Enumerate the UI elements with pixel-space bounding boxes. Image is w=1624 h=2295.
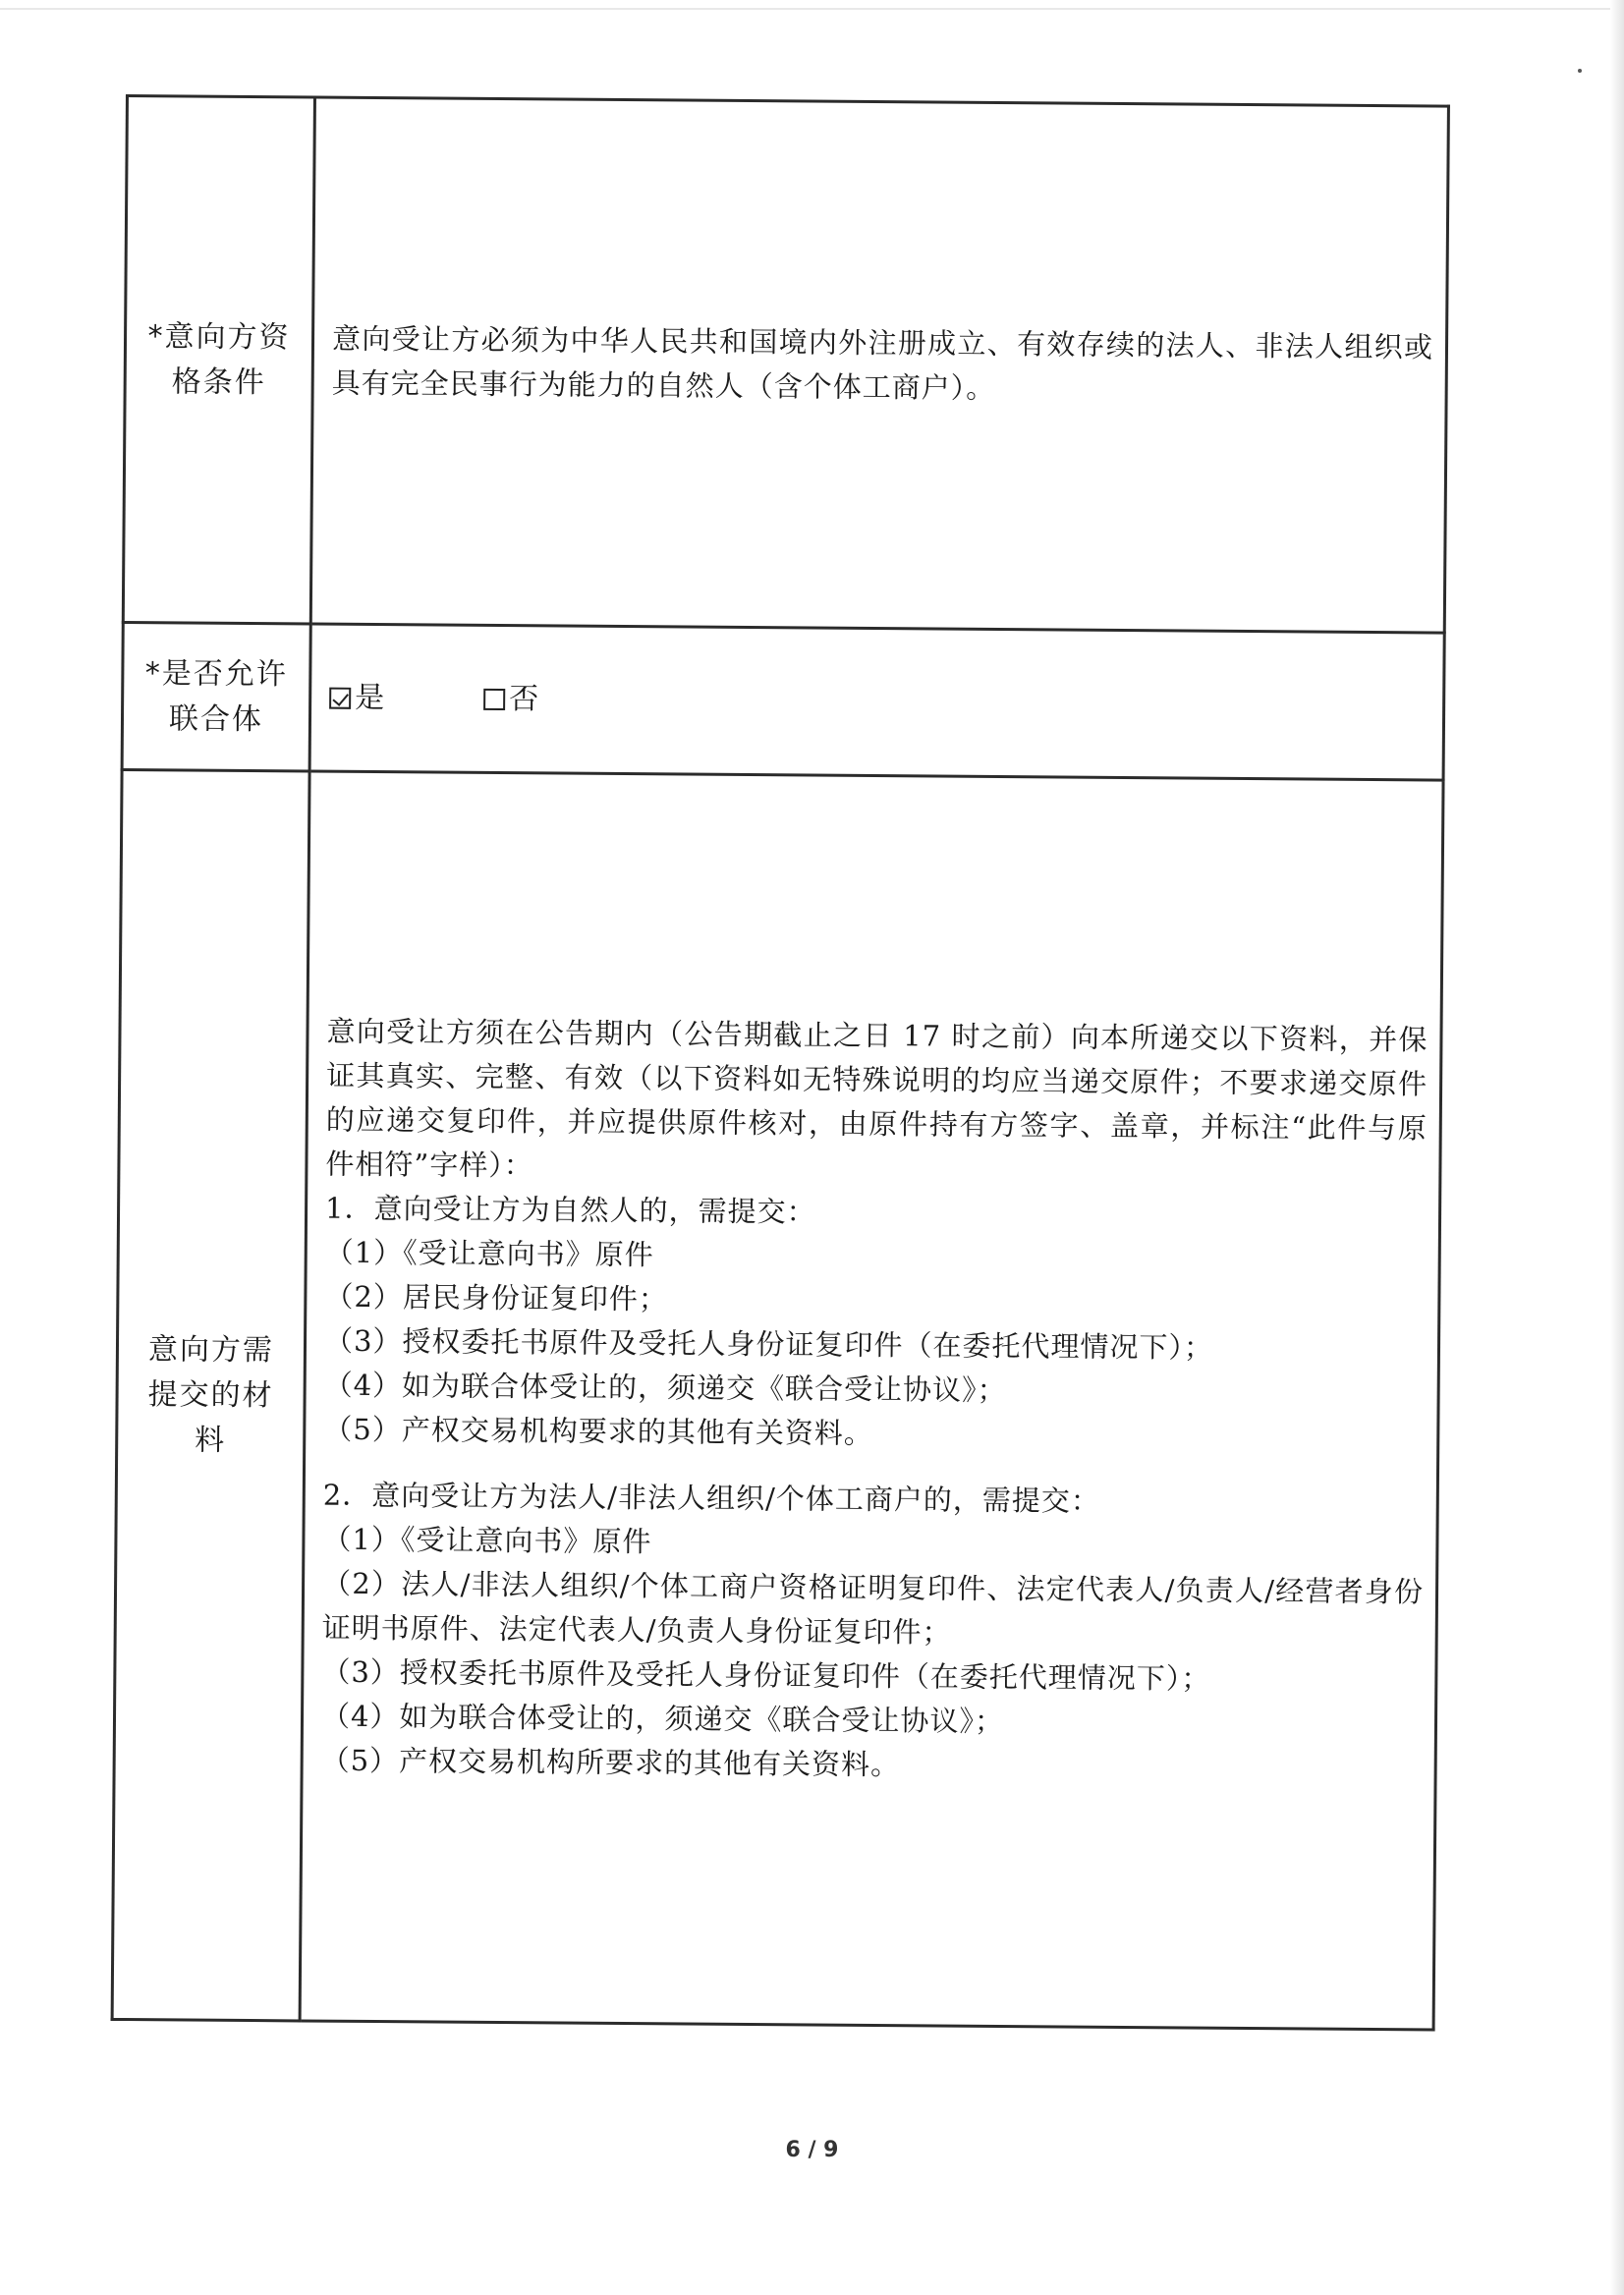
transfer-form-table bbox=[111, 94, 1450, 2032]
joint-bid-options bbox=[329, 676, 1430, 729]
scan-right-edge bbox=[1610, 0, 1624, 2295]
joint-bid-option-no[interactable] bbox=[483, 677, 539, 721]
materials-label-cell bbox=[112, 769, 309, 2020]
materials-content-cell bbox=[300, 771, 1443, 2030]
materials-group2-title: 2．意向受让方为法人/非法人组织/个体工商户的，需提交： bbox=[322, 1478, 1100, 1518]
joint-bid-label: *是否允许联合体 bbox=[144, 655, 289, 737]
joint-bid-option-yes[interactable] bbox=[329, 676, 385, 720]
joint-bid-label-cell bbox=[122, 622, 310, 770]
checked-box-icon[interactable] bbox=[329, 687, 351, 708]
materials-group1-item: （5）产权交易机构要求的其他有关资料。 bbox=[323, 1412, 873, 1451]
joint-bid-option-yes-label: 是 bbox=[355, 680, 386, 716]
qualification-content-cell bbox=[310, 97, 1448, 633]
materials-row bbox=[112, 769, 1443, 2030]
qualification-text: 意向受让方必须为中华人民共和国境内外注册成立、有效存续的法人、非法人组织或具有完全民事行为能力的自然人（含个体工商户）。 bbox=[331, 321, 1434, 405]
materials-group2-item: （1）《受让意向书》原件 bbox=[322, 1522, 652, 1559]
scan-speck bbox=[1578, 69, 1582, 73]
scan-top-edge bbox=[0, 8, 1624, 10]
materials-group2-item: （4）如为联合体受让的，须递交《联合受让协议》； bbox=[320, 1699, 1005, 1739]
joint-bid-option-no-label: 否 bbox=[509, 682, 540, 717]
materials-group2-item: （3）授权委托书原件及受托人身份证复印件（在委托代理情况下）； bbox=[321, 1654, 1211, 1696]
qualification-row bbox=[123, 96, 1448, 634]
joint-bid-row bbox=[122, 622, 1444, 780]
materials-group1-item: （4）如为联合体受让的，须递交《联合受让协议》； bbox=[323, 1368, 1007, 1408]
materials-group1-item: （3）授权委托书原件及受托人身份证复印件（在委托代理情况下）； bbox=[323, 1323, 1214, 1365]
materials-group1-item: （1）《受让意向书》原件 bbox=[324, 1235, 654, 1272]
materials-intro: 意向受让方须在公告期内（公告期截止之日 17 时之前）向本所递交以下资料，并保证其真实、完整、有效（以下资料如无特殊说明的均应当递交原件；不要求递交原件的应递交复印件，并应提供原件核对，由原件持有方签字、盖章，并标注“此件与原件相符”字样）： bbox=[325, 1014, 1428, 1183]
qualification-label-cell bbox=[123, 96, 314, 624]
materials-label: 意向方需提交的材料 bbox=[147, 1331, 275, 1458]
materials-group1-title: 1．意向受让方为自然人的，需提交： bbox=[324, 1191, 816, 1229]
empty-box-icon[interactable] bbox=[483, 688, 505, 709]
joint-bid-content-cell bbox=[309, 624, 1444, 780]
page-number: 6 / 9 bbox=[785, 2138, 839, 2162]
qualification-label: *意向方资格条件 bbox=[147, 318, 291, 400]
materials-group1-item: （2）居民身份证复印件； bbox=[324, 1279, 668, 1316]
materials-group2-item: （2）法人/非法人组织/个体工商户资格证明复印件、法定代表人/负责人/经营者身份证明书原件、法定代表人/负责人身份证复印件； bbox=[321, 1566, 1425, 1650]
materials-group2-item: （5）产权交易机构所要求的其他有关资料。 bbox=[320, 1743, 901, 1782]
